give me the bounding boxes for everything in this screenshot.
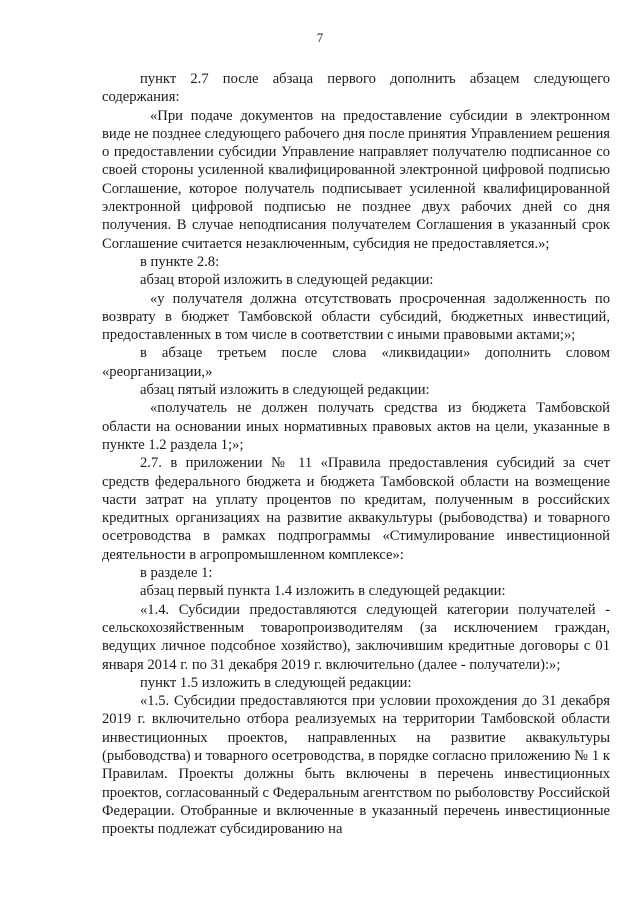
document-body <box>102 70 610 838</box>
paragraph-1: пункт 2.7 после абзаца первого дополнить абзацем следующего содержания: <box>102 71 610 106</box>
paragraph-3: в пункте 2.8: <box>140 253 220 270</box>
paragraph-4: абзац второй изложить в следующей редакции: <box>140 272 434 289</box>
paragraph-11: абзац первый пункта 1.4 изложить в следующей редакции: <box>140 583 506 600</box>
paragraph-9: 2.7. в приложении № 11 «Правила предоставления субсидий за счет средств федерального бюджета и бюджета Тамбовской области на возмещение части затрат на уплату процентов по кредитам, полученным в российских кредитных организациях на развитие аквакультуры (рыбоводства) и товарного осетроводства в рамках подпрограммы «Стимулирование инвестиционной деятельности в агропромышленном комплексе»: <box>102 455 610 563</box>
paragraph-5: «у получателя должна отсутствовать просроченная задолженность по возврату в бюджет Тамбовской области субсидий, бюджетных инвестиций, предоставленных в том числе в соответствии с иными правовыми актами;»; <box>102 290 610 344</box>
paragraph-6: в абзаце третьем после слова «ликвидации» дополнить словом «реорганизации,» <box>102 345 610 380</box>
paragraph-2: «При подаче документов на предоставление субсидии в электронном виде не позднее следующего рабочего дня после принятия Управлением решения о предоставлении субсидии Управление направляет получателю подписанное со своей стороны усиленной квалифицированной электронной цифровой подписью Соглашение, которое получатель подписывает усиленной квалифицированной электронной цифровой подписью не позднее двух рабочих дней со дня получения. В случае неподписания получателем Соглашения в указанный срок Соглашение считается незаключенным, субсидия не предоставляется.»; <box>102 107 610 252</box>
paragraph-12: «1.4. Субсидии предоставляются следующей категории получателей - сельскохозяйственным товаропроизводителям (за исключением граждан, ведущих личное подсобное хозяйство), заключившим кредитные договоры с 01 января 2014 г. по 31 декабря 2019 г. включительно (далее - получатели):»; <box>102 601 610 673</box>
paragraph-8: «получатель не должен получать средства из бюджета Тамбовской области на основании иных нормативных правовых актов на цели, указанные в пункте 1.2 раздела 1;»; <box>102 400 610 453</box>
paragraph-13: пункт 1.5 изложить в следующей редакции: <box>140 674 412 691</box>
paragraph-7: абзац пятый изложить в следующей редакции: <box>140 382 430 399</box>
page-number: 7 <box>316 30 324 45</box>
paragraph-10: в разделе 1: <box>140 565 213 582</box>
paragraph-14: «1.5. Субсидии предоставляются при условии прохождения до 31 декабря 2019 г. включительно отбора реализуемых на территории Тамбовской области инвестиционных проектов, направленных на развитие аквакультуры (рыбоводства) и товарного осетроводства, в порядке согласно приложению № 1 к Правилам. Проекты должны быть включены в перечень инвестиционных проектов, согласованный с Федеральным агентством по рыболовству Российской Федерации. Отобранные и включенные в указанный перечень инвестиционные проекты подлежат субсидированию на <box>102 693 610 838</box>
